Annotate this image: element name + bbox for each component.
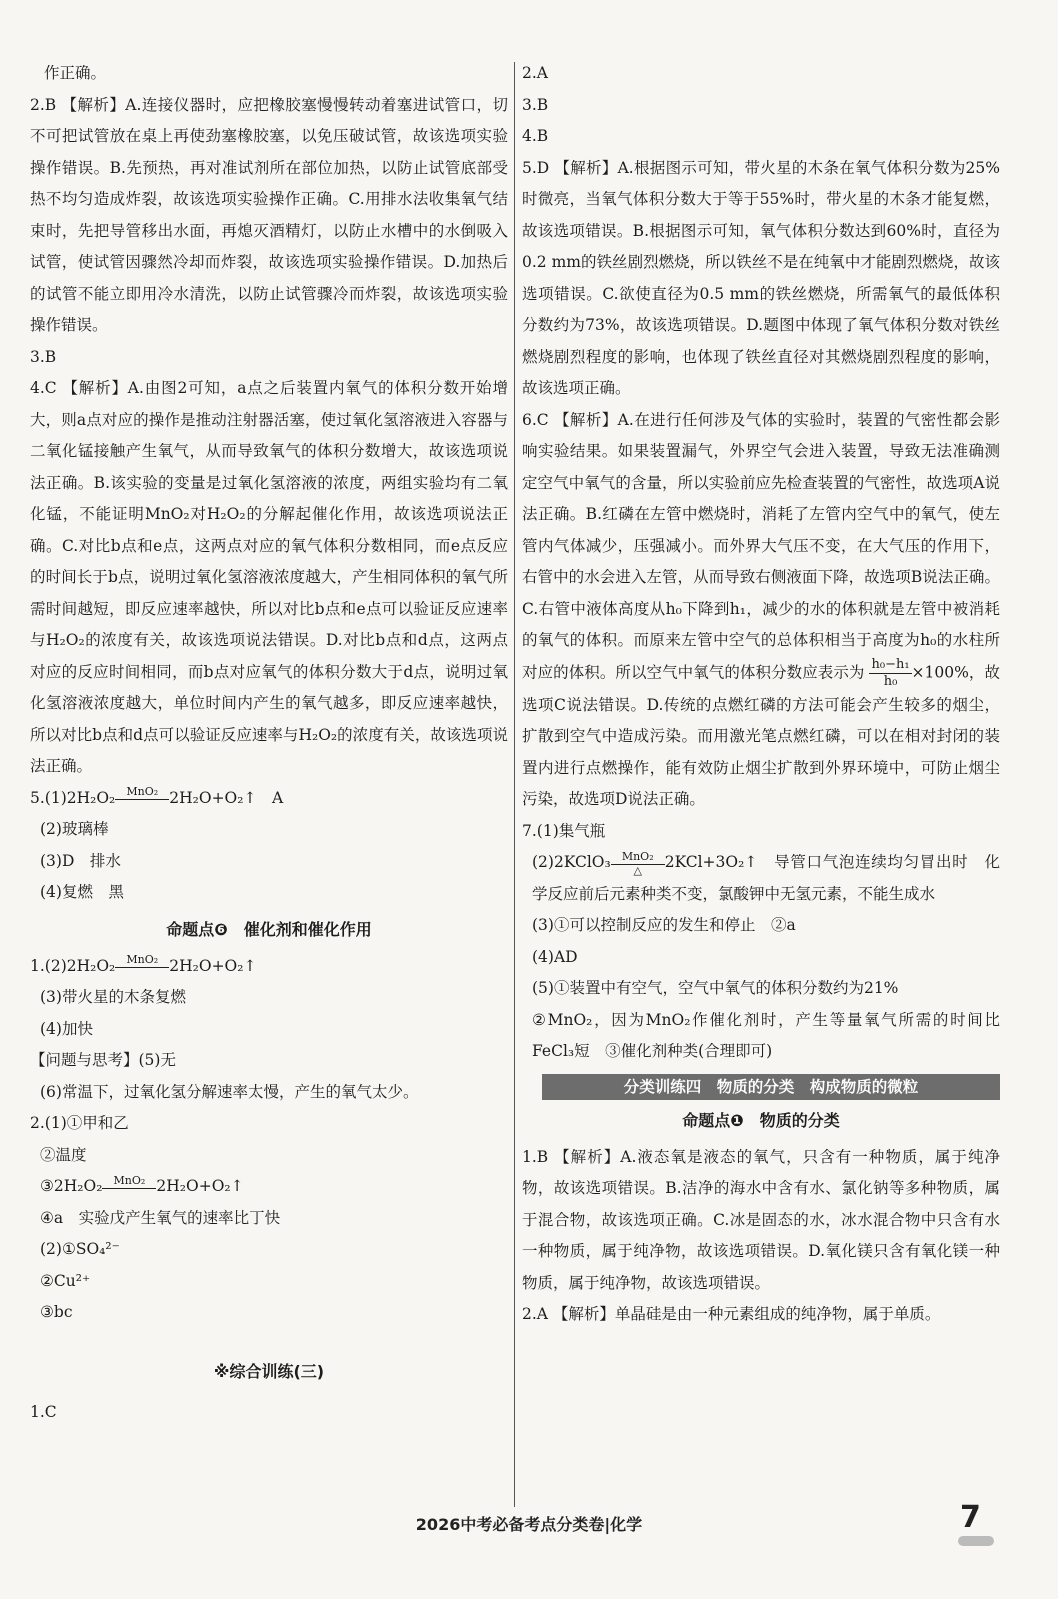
fraction-denominator: h₀ [883, 673, 898, 689]
answer-2-5: (2)①SO₄²⁻ [40, 1240, 120, 1258]
fraction-numerator: h₀−h₁ [871, 656, 910, 672]
answer-2-1: 2.(1)①甲和乙 [30, 1114, 129, 1132]
equation-reactants: ③2H₂O₂ [40, 1177, 103, 1195]
equation-products: 2KCl+3O₂↑ 导管口气泡连续均匀冒出时 化学反应前后元素种类不变，氯酸钾中无氢元素，不能生成水 [532, 853, 1000, 903]
catalyst-label: MnO₂ [126, 953, 159, 966]
answer-4: 4.C 【解析】A.由图2可知，a点之后装置内氧气的体积分数开始增大，则a点对应的操作是推动注射器活塞，使过氧化氢溶液进入容器与二氧化锰接触产生氧气，从而导致氧气的体积分数增大，故该选项说法正确。B.该实验的变量是过氧化氢溶液的浓度，两组实验均有二氧化锰，不能证明MnO₂对H₂O₂的分解起催化作用，故该选项说法正确。C.对比b点和e点，这两点对应的氧气体积分数相同，而e点反应的时间长于b点，说明过氧化氢溶液浓度越大，产生相同体积的氧气所需时间越短，即反应速率越快，所以对比b点和e点可以验证反应速率与H₂O₂的浓度有关，故该选项说法错误。D.对比b点和d点，这两点对应的反应时间相同，而b点对应氧气的体积分数大于d点，说明过氧化氢溶液浓度越大，单位时间内产生的氧气越多，即反应速率越快，所以对比b点和d点可以验证反应速率与H₂O₂的浓度有关，故该选项说法正确。 [30, 379, 508, 775]
footer-title: 2026中考必备考点分类卷|化学 [415, 1515, 643, 1534]
answer-5-4: (4)复燃 黑 [40, 883, 124, 901]
answer-r6 [522, 405, 1000, 816]
reaction-condition [115, 954, 169, 979]
text-line: 作正确。 [44, 64, 107, 82]
answer-5-2: (2)玻璃棒 [40, 820, 109, 838]
reaction-condition [102, 1175, 156, 1200]
answer-2-2: ②温度 [40, 1145, 87, 1164]
reaction-condition [611, 851, 665, 876]
equation-reactants: 1.(2)2H₂O₂ [30, 956, 116, 975]
equation-reactants: (2)2KClO₃ [532, 853, 611, 871]
answer-r7-2 [522, 847, 1000, 910]
heat-symbol: △ [633, 863, 642, 877]
answer-1-5: 【问题与思考】(5)无 [30, 1051, 176, 1069]
catalyst-label: MnO₂ [126, 785, 159, 798]
answer-r7-6: ②MnO₂，因为MnO₂作催化剂时，产生等量氧气所需的时间比FeCl₃短 ③催化剂种类(合理即可) [532, 1010, 1000, 1060]
answer-z1: 1.C [30, 1402, 57, 1421]
reaction-condition [115, 786, 169, 811]
answer-r7-3: (3)①可以控制反应的发生和停止 ②a [532, 916, 796, 934]
right-column [522, 58, 1000, 1331]
answer-r5: 5.D 【解析】A.根据图示可知，带火星的木条在氧气体积分数为25%时微亮，当氧气体积分数大于等于55%时，带火星的木条才能复燃，故该选项错误。B.根据图示可知，氧气体积分数达到60%时，直径为0.2 mm的铁丝剧烈燃烧，所以铁丝不是在纯氧中才能剧烈燃烧，故该选项错误。C.欲使直径为0.5 mm的铁丝燃烧，所需氧气的最低体积分数约为73%，故该选项错误。D.题图中体现了氧气体积分数对铁丝燃烧剧烈程度的影响，也体现了铁丝直径对其燃烧剧烈程度的影响，故该选项正确。 [522, 158, 1000, 397]
answer-1-4: (4)加快 [40, 1019, 93, 1038]
answer-1-6: (6)常温下，过氧化氢分解速率太慢，产生的氧气太少。 [40, 1082, 419, 1101]
catalyst-label: MnO₂ [621, 849, 654, 863]
answer-2-4: ④a 实验戊产生氧气的速率比丁快 [40, 1208, 281, 1227]
answer-r2: 2.A [522, 64, 548, 82]
answer-3: 3.B [30, 347, 57, 366]
page-number-decoration [958, 1536, 994, 1546]
left-column [30, 58, 508, 1428]
answer-r7-4: (4)AD [532, 947, 578, 966]
answer-c1: 1.B 【解析】A.液态氧是液态的氧气，只含有一种物质，属于纯净物，故该选项错误。B.洁净的海水中含有水、氯化钠等多种物质，属于混合物，故该选项正确。C.冰是固态的水，冰水混合物中只含有水一种物质，属于纯净物，故该选项错误。D.氧化镁只含有氧化镁一种物质，属于纯净物，故该选项错误。 [522, 1147, 1000, 1292]
section-banner: 分类训练四 物质的分类 构成物质的微粒 [542, 1074, 1000, 1100]
fraction [869, 657, 911, 690]
answer-r3: 3.B [522, 95, 549, 114]
equation-reactants: 5.(1)2H₂O₂ [30, 788, 116, 807]
answer-r6-text: 6.C 【解析】A.在进行任何涉及气体的实验时，装置的气密性都会影响实验结果。如果装置漏气，外界空气会进入装置，导致无法准确测定空气中氧气的含量，所以实验前应先检查装置的气密性，故选项A说法正确。B.红磷在左管中燃烧时，消耗了左管内空气中的氧气，使左管内气体减少，压强减小。而外界大气压不变，在大气压的作用下，右管中的水会进入左管，从而导致右侧液面下降，故选项B说法正确。C.右管中液体高度从h₀下降到h₁，减少的水的体积就是左管中被消耗的氧气的体积。而原来左管中空气的总体积相当于高度为h₀的水柱所对应的体积。所以空气中氧气的体积分数应表示为 [522, 410, 1000, 681]
answer-1-3: (3)带火星的木条复燃 [40, 988, 186, 1006]
equation-products: 2H₂O+O₂↑ A [169, 788, 284, 807]
catalyst-label: MnO₂ [113, 1173, 146, 1187]
section-heading: ※综合训练(三) [213, 1361, 325, 1381]
answer-c2: 2.A 【解析】单晶硅是由一种元素组成的纯净物，属于单质。 [522, 1305, 941, 1323]
answer-r6-text-2: ×100%，故选项C说法错误。D.传统的点燃红磷的方法可能会产生较多的烟尘，扩散到空气中造成污染。而用激光笔点燃红磷，可以在相对封闭的装置内进行点燃操作，能有效防止烟尘扩散到外界环境中，可防止烟尘污染，故选项D说法正确。 [522, 663, 1000, 808]
answer-2: 2.B 【解析】A.连接仪器时，应把橡胶塞慢慢转动着塞进试管口，切不可把试管放在桌上再使劲塞橡胶塞，以免压破试管，故该选项实验操作错误。B.先预热，再对准试剂所在部位加热，以防止试管底部受热不均匀造成炸裂，故该选项实验操作正确。C.用排水法收集氧气结束时，先把导管移出水面，再熄灭酒精灯，以防止水槽中的水倒吸入试管，使试管因骤然冷却而炸裂，故该选项实验操作错误。D.加热后的试管不能立即用冷水清洗，以防止试管骤冷而炸裂，故该选项实验操作错误。 [30, 95, 508, 334]
equation-products: 2H₂O+O₂↑ [156, 1177, 244, 1195]
answer-r7-1: 7.(1)集气瓶 [522, 821, 606, 840]
section-heading: 命题点❻ 催化剂和催化作用 [166, 919, 372, 939]
answer-1-2 [30, 951, 508, 983]
column-divider [514, 62, 515, 1507]
page-number: 7 [960, 1500, 981, 1535]
answer-5-3: (3)D 排水 [40, 851, 121, 870]
equation-products: 2H₂O+O₂↑ [169, 956, 257, 975]
answer-2-6: ②Cu²⁺ [40, 1271, 91, 1290]
answer-r7-5: (5)①装置中有空气，空气中氧气的体积分数约为21% [532, 979, 899, 997]
answer-2-7: ③bc [40, 1303, 73, 1321]
answer-r4: 4.B [522, 127, 549, 145]
answer-5-1 [30, 783, 508, 815]
section-heading: 命题点❶ 物质的分类 [682, 1110, 840, 1130]
answer-2-3 [30, 1171, 508, 1203]
